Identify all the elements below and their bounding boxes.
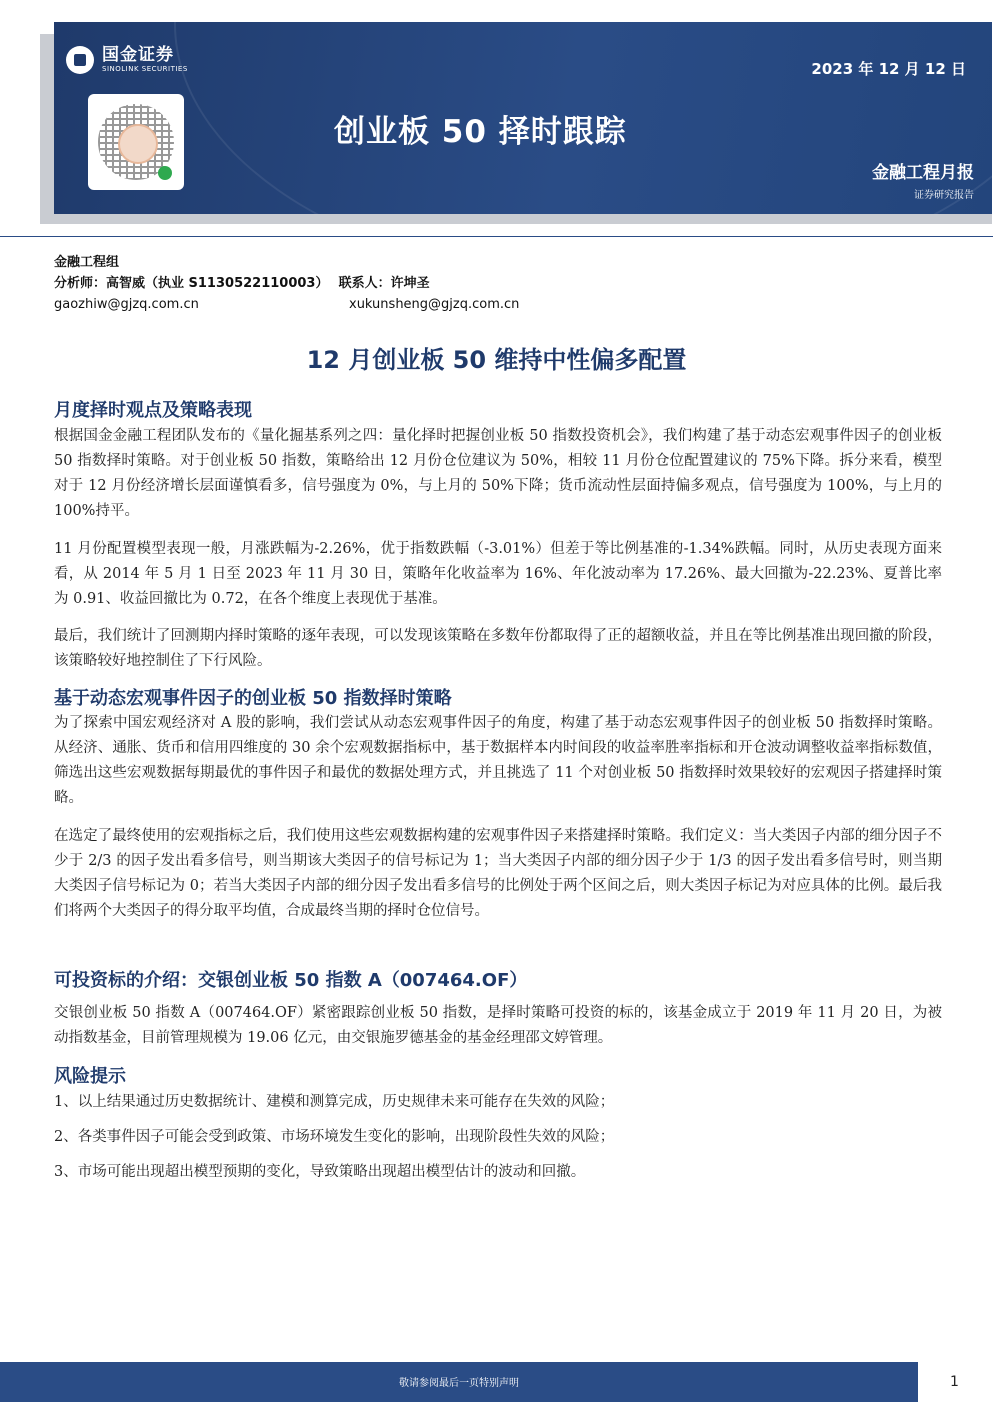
analyst-info	[54, 252, 520, 315]
section-title-strategy: 基于动态宏观事件因子的创业板 50 指数择时策略	[54, 688, 452, 709]
report-type: 金融工程月报	[872, 163, 974, 183]
header-divider	[0, 236, 993, 237]
report-title: 创业板 50 择时跟踪	[334, 114, 627, 150]
risk-item: 2、各类事件因子可能会受到政策、市场环境发生变化的影响，出现阶段性失效的风险；	[54, 1129, 615, 1145]
paragraph: 根据国金金融工程团队发布的《量化掘基系列之四：量化择时把握创业板 50 指数投资机会》，我们构建了基于动态宏观事件因子的创业板 50 指数择时策略。对于创业板 50 指数，策略给出 12 月份仓位建议为 50%，相较 11 月份仓位配置建议的 75%下降。拆分来看，模型对于 12 月份经济增长层面谨慎看多，信号强度为 0%，与上月的 50%下降；货币流动性层面持偏多观点，信号强度为 100%，与上月的 100%持平。	[54, 428, 942, 519]
section-title-monthly: 月度择时观点及策略表现	[54, 400, 252, 421]
report-date: 2023 年 12 月 12 日	[811, 60, 966, 78]
brand-logo	[66, 46, 188, 74]
page-number: 1	[950, 1374, 959, 1390]
qr-code-icon	[88, 94, 184, 190]
page-headline: 12 月创业板 50 维持中性偏多配置	[306, 346, 687, 374]
logo-cn-text: 国金证券	[102, 45, 174, 65]
analyst-name: 分析师：高智威（执业 S1130522110003）	[54, 276, 329, 291]
analyst-email[interactable]: gaozhiw@gjzq.com.cn	[54, 297, 199, 312]
footer-note: 敬请参阅最后一页特别声明	[399, 1378, 519, 1389]
paragraph: 在选定了最终使用的宏观指标之后，我们使用这些宏观数据构建的宏观事件因子来搭建择时策略。我们定义：当大类因子内部的细分因子不少于 2/3 的因子发出看多信号，则当期该大类因子的信号标记为 1；当大类因子内部的细分因子少于 1/3 的因子发出看多信号时，则当期大类因子信号标记为 0；若当大类因子内部的细分因子发出看多信号的比例处于两个区间之后，则大类因子标记为对应具体的比例。最后我们将两个大类因子的得分取平均值，合成最终当期的择时仓位信号。	[54, 828, 942, 919]
report-banner	[54, 22, 992, 214]
report-category: 证券研究报告	[914, 190, 974, 201]
logo-icon	[66, 46, 94, 74]
risk-item: 1、以上结果通过历史数据统计、建模和测算完成，历史规律未来可能存在失效的风险；	[54, 1094, 615, 1110]
paragraph: 11 月份配置模型表现一般，月涨跌幅为-2.26%，优于指数跌幅（-3.01%）但差于等比例基准的-1.34%跌幅。同时，从历史表现方面来看，从 2014 年 5 月 1 日至 2023 年 11 月 30 日，策略年化收益率为 16%、年化波动率为 17.26%、最大回撤为-22.23%、夏普比率为 0.91、收益回撤比为 0.72，在各个维度上表现优于基准。	[54, 541, 942, 607]
team-name: 金融工程组	[54, 255, 120, 270]
paragraph: 为了探索中国宏观经济对 A 股的影响，我们尝试从动态宏观事件因子的角度，构建了基于动态宏观事件因子的创业板 50 指数择时策略。从经济、通胀、货币和信用四维度的 30 余个宏观数据指标中，基于数据样本内时间段的收益率胜率指标和开仓波动调整收益率指标数值，筛选出这些宏观数据每期最优的事件因子和最优的数据处理方式，并且挑选了 11 个对创业板 50 指数择时效果较好的宏观因子搭建择时策略。	[54, 715, 942, 806]
section-title-risk: 风险提示	[54, 1066, 126, 1087]
paragraph: 最后，我们统计了回测期内择时策略的逐年表现，可以发现该策略在多数年份都取得了正的超额收益，并且在等比例基准出现回撤的阶段，该策略较好地控制住了下行风险。	[54, 628, 942, 669]
logo-en-text: SINOLINK SECURITIES	[102, 65, 188, 73]
contact-name: 联系人：许坤圣	[338, 276, 430, 291]
contact-email[interactable]: xukunsheng@gjzq.com.cn	[349, 297, 520, 312]
section-title-investable: 可投资标的介绍：交银创业板 50 指数 A（007464.OF）	[54, 970, 528, 991]
risk-item: 3、市场可能出现超出模型预期的变化，导致策略出现超出模型估计的波动和回撤。	[54, 1164, 586, 1180]
paragraph: 交银创业板 50 指数 A（007464.OF）紧密跟踪创业板 50 指数，是择时策略可投资的标的，该基金成立于 2019 年 11 月 20 日，为被动指数基金，目前管理规模为 19.06 亿元，由交银施罗德基金的基金经理邵文婷管理。	[54, 1005, 942, 1046]
